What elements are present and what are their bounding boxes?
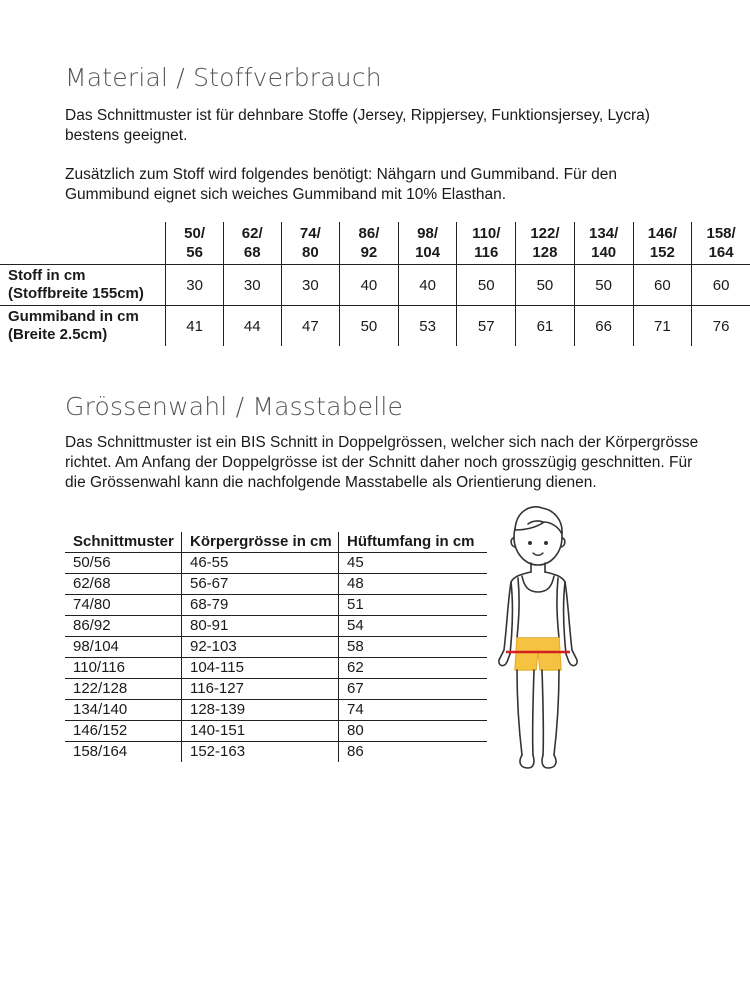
table-cell: 128-139: [182, 700, 339, 721]
table-cell: 54: [339, 616, 488, 637]
table-row: [65, 742, 487, 763]
table-cell: 80-91: [182, 616, 339, 637]
table-cell: 134/140: [65, 700, 182, 721]
fabric-usage-table: [0, 222, 750, 346]
table-row: [65, 574, 487, 595]
column-header: Körpergrösse in cm: [182, 532, 339, 553]
table-cell: 50/56: [65, 553, 182, 574]
size-header: 146/ 152: [633, 222, 692, 265]
size-header: 74/ 80: [281, 222, 340, 265]
sizing-intro: Das Schnittmuster ist ein BIS Schnitt in Doppelgrössen, welcher sich nach der Körpergrösse richtet. Am Anfang der Doppelgrösse ist der Schnitt daher noch grosszügig geschnitten. Für die Grössenwahl kann die nachfolgende Masstabelle als Orientierung dienen.: [65, 434, 699, 491]
size-table-header: [65, 532, 487, 553]
table-cell: 60: [692, 265, 750, 306]
table-cell: 30: [281, 265, 340, 306]
fabric-table-header: [0, 222, 750, 265]
table-cell: 30: [223, 265, 281, 306]
table-cell: 60: [633, 265, 692, 306]
size-chart-table: [65, 532, 487, 762]
table-cell: 92-103: [182, 637, 339, 658]
table-cell: 80: [339, 721, 488, 742]
table-cell: 50: [574, 265, 633, 306]
table-cell: 51: [339, 595, 488, 616]
size-header: 158/ 164: [692, 222, 750, 265]
size-header: 98/ 104: [398, 222, 457, 265]
size-header: 50/ 56: [166, 222, 224, 265]
table-cell: 146/152: [65, 721, 182, 742]
table-cell: 116-127: [182, 679, 339, 700]
size-header: 110/ 116: [457, 222, 516, 265]
table-cell: 86/92: [65, 616, 182, 637]
elastic-row: [0, 306, 750, 347]
header-blank: [0, 222, 166, 265]
size-header: 122/ 128: [516, 222, 575, 265]
table-row: [65, 679, 487, 700]
table-cell: 74: [339, 700, 488, 721]
table-cell: 50: [340, 306, 399, 347]
table-cell: 86: [339, 742, 488, 763]
child-measurement-icon: [488, 500, 588, 775]
table-row: [65, 637, 487, 658]
column-header: Hüftumfang in cm: [339, 532, 488, 553]
table-cell: 50: [516, 265, 575, 306]
table-cell: 122/128: [65, 679, 182, 700]
table-cell: 140-151: [182, 721, 339, 742]
sizing-title: Grössenwahl / Masstabelle: [65, 392, 404, 421]
size-header: 62/ 68: [223, 222, 281, 265]
column-header: Schnittmuster: [65, 532, 182, 553]
table-cell: 98/104: [65, 637, 182, 658]
table-cell: 53: [398, 306, 457, 347]
fabric-row: [0, 265, 750, 306]
row-label: Gummiband in cm (Breite 2.5cm): [8, 308, 139, 343]
table-cell: 30: [166, 265, 224, 306]
table-cell: 110/116: [65, 658, 182, 679]
table-cell: 67: [339, 679, 488, 700]
table-row: [65, 721, 487, 742]
material-intro: Das Schnittmuster ist für dehnbare Stoffe (Jersey, Rippjersey, Funktionsjersey, Lycra) bestens geeignet.: [65, 107, 650, 144]
table-cell: 56-67: [182, 574, 339, 595]
table-cell: 57: [457, 306, 516, 347]
table-cell: 46-55: [182, 553, 339, 574]
table-row: [65, 616, 487, 637]
table-row: [65, 553, 487, 574]
table-row: [65, 595, 487, 616]
table-cell: 44: [223, 306, 281, 347]
table-cell: 152-163: [182, 742, 339, 763]
table-row: [65, 700, 487, 721]
material-title: Material / Stoffverbrauch: [65, 63, 382, 92]
table-cell: 41: [166, 306, 224, 347]
table-cell: 45: [339, 553, 488, 574]
row-label: Stoff in cm (Stoffbreite 155cm): [0, 265, 166, 306]
table-cell: 61: [516, 306, 575, 347]
material-requirements: Zusätzlich zum Stoff wird folgendes benötigt: Nähgarn und Gummiband. Für den Gummibund eignet sich weiches Gummiband mit 10% Elasthan.: [65, 166, 617, 203]
table-cell: 58: [339, 637, 488, 658]
table-cell: 68-79: [182, 595, 339, 616]
table-cell: 47: [281, 306, 340, 347]
table-cell: 48: [339, 574, 488, 595]
table-cell: 74/80: [65, 595, 182, 616]
table-cell: 62: [339, 658, 488, 679]
size-header: 86/ 92: [340, 222, 399, 265]
table-cell: 40: [398, 265, 457, 306]
table-cell: 71: [633, 306, 692, 347]
table-cell: 40: [340, 265, 399, 306]
table-cell: 158/164: [73, 743, 128, 760]
table-cell: 62/68: [65, 574, 182, 595]
table-cell: 104-115: [182, 658, 339, 679]
table-row: [65, 658, 487, 679]
size-header: 134/ 140: [574, 222, 633, 265]
table-cell: 66: [574, 306, 633, 347]
table-cell: 50: [457, 265, 516, 306]
table-cell: 76: [692, 306, 750, 347]
